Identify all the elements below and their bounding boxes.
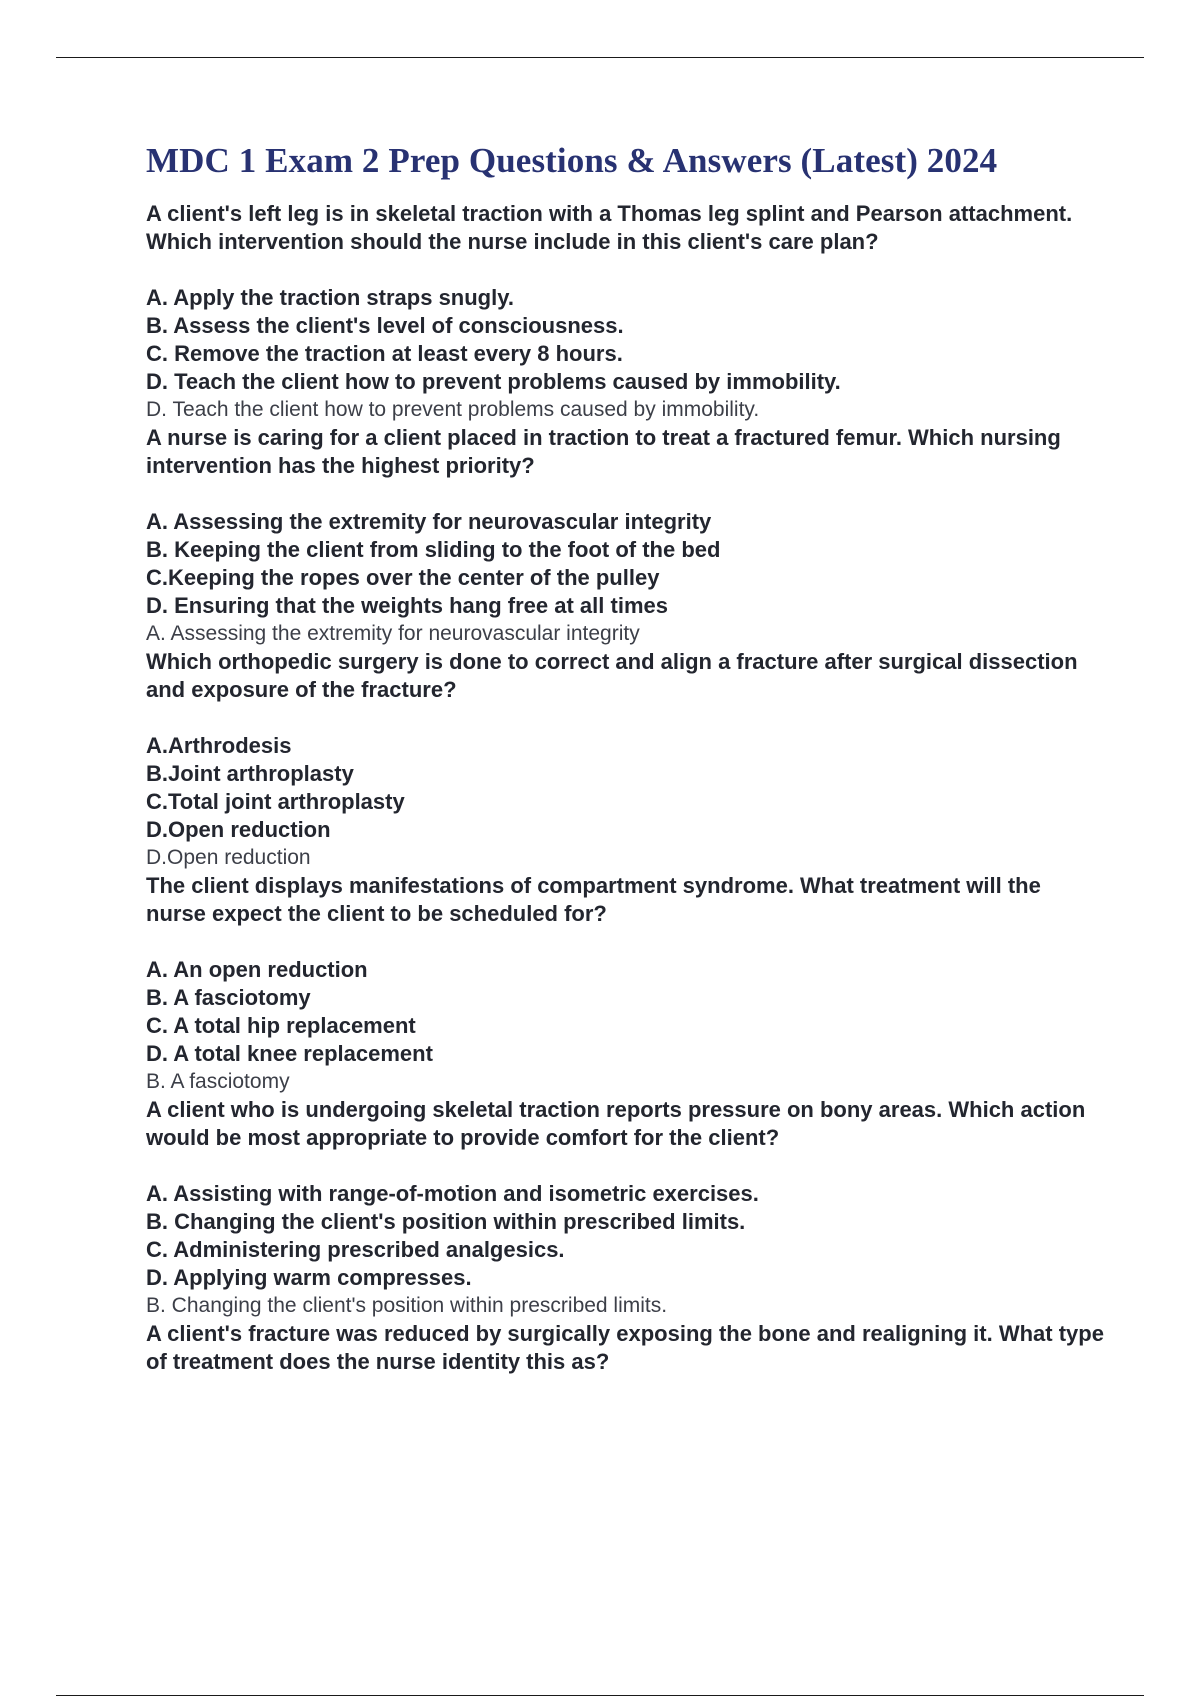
option-a: A. Assisting with range-of-motion and isometric exercises. xyxy=(146,1181,759,1206)
option-d: D. Teach the client how to prevent problems caused by immobility. xyxy=(146,369,841,394)
question-text: A client who is undergoing skeletal traction reports pressure on bony areas. Which action would be most appropriate to provide comfort for the client? xyxy=(146,1097,1086,1150)
bottom-divider xyxy=(56,1695,1144,1696)
option-d: D. Applying warm compresses. xyxy=(146,1265,472,1290)
option-c: C. A total hip replacement xyxy=(146,1013,416,1038)
options-list xyxy=(146,284,1106,396)
question-text: A nurse is caring for a client placed in traction to treat a fractured femur. Which nursing intervention has the highest priority? xyxy=(146,425,1061,478)
question-block-1 xyxy=(146,200,1106,424)
option-b: B. Keeping the client from sliding to the foot of the bed xyxy=(146,537,721,562)
option-a: A. Apply the traction straps snugly. xyxy=(146,285,514,310)
options-list xyxy=(146,1180,1106,1292)
question-text: A client's fracture was reduced by surgically exposing the bone and realigning it. What type of treatment does the nurse identity this as? xyxy=(146,1321,1104,1374)
question-block-2 xyxy=(146,424,1106,648)
question-block-6 xyxy=(146,1320,1106,1376)
question-text: The client displays manifestations of compartment syndrome. What treatment will the nurse expect the client to be scheduled for? xyxy=(146,873,1041,926)
question-block-4 xyxy=(146,872,1106,1096)
option-b: B. A fasciotomy xyxy=(146,985,311,1010)
answer-text: B. A fasciotomy xyxy=(146,1070,290,1093)
answer-text: A. Assessing the extremity for neurovascular integrity xyxy=(146,622,640,645)
answer-text: D.Open reduction xyxy=(146,846,311,869)
option-b: B.Joint arthroplasty xyxy=(146,761,354,786)
option-b: B. Changing the client's position within prescribed limits. xyxy=(146,1209,746,1234)
option-a: A. Assessing the extremity for neurovascular integrity xyxy=(146,509,712,534)
option-c: C.Total joint arthroplasty xyxy=(146,789,405,814)
option-c: C. Remove the traction at least every 8 hours. xyxy=(146,341,623,366)
option-d: D.Open reduction xyxy=(146,817,331,842)
option-b: B. Assess the client's level of consciousness. xyxy=(146,313,624,338)
answer-text: D. Teach the client how to prevent problems caused by immobility. xyxy=(146,398,760,421)
document-title: MDC 1 Exam 2 Prep Questions & Answers (Latest) 2024 xyxy=(146,141,998,180)
option-c: C. Administering prescribed analgesics. xyxy=(146,1237,565,1262)
top-divider xyxy=(56,57,1144,58)
answer-text: B. Changing the client's position within prescribed limits. xyxy=(146,1294,668,1317)
question-text: A client's left leg is in skeletal traction with a Thomas leg splint and Pearson attachment. Which intervention should the nurse include in this client's care plan? xyxy=(146,201,1073,254)
option-a: A. An open reduction xyxy=(146,957,368,982)
question-block-5 xyxy=(146,1096,1106,1320)
option-a: A.Arthrodesis xyxy=(146,733,292,758)
options-list xyxy=(146,956,1106,1068)
options-list xyxy=(146,732,1106,844)
options-list xyxy=(146,508,1106,620)
document-body xyxy=(146,140,1106,1404)
option-c: C.Keeping the ropes over the center of the pulley xyxy=(146,565,660,590)
option-d: D. Ensuring that the weights hang free at all times xyxy=(146,593,668,618)
option-d: D. A total knee replacement xyxy=(146,1041,433,1066)
question-block-3 xyxy=(146,648,1106,872)
question-text: Which orthopedic surgery is done to correct and align a fracture after surgical dissection and exposure of the fracture? xyxy=(146,649,1078,702)
